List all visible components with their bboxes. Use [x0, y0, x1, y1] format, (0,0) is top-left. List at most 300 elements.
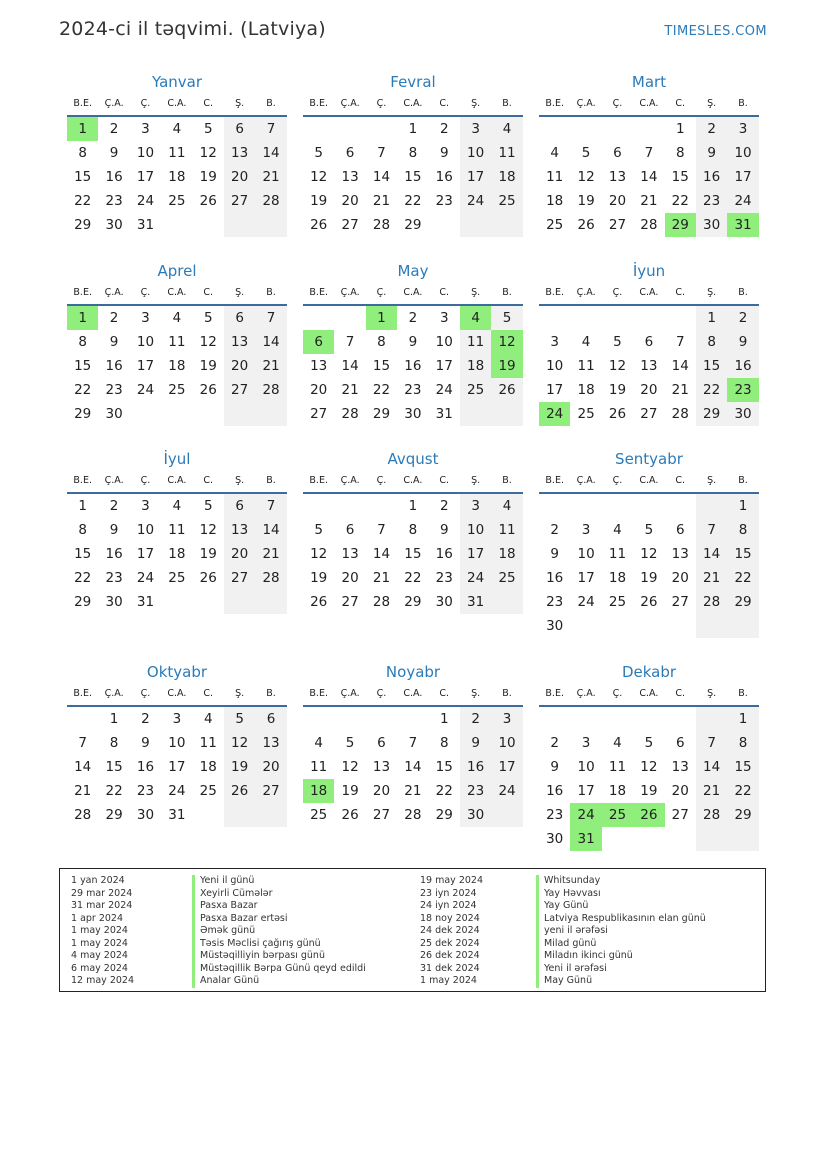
day-cell: 8: [78, 145, 87, 161]
empty-cell: [460, 402, 491, 426]
month-name: Noyabr: [385, 663, 441, 681]
day-cell: 4: [460, 306, 491, 330]
day-cell: 20: [224, 354, 255, 378]
legend-date: 1 may 2024: [420, 975, 477, 986]
day-cell: 14: [255, 330, 286, 354]
legend-date: 1 may 2024: [71, 925, 128, 936]
day-cell: 21: [404, 783, 422, 799]
day-cell: 1: [67, 306, 98, 330]
day-cell: 7: [675, 334, 685, 350]
day-cell: 6: [224, 117, 255, 141]
month-mart: [539, 71, 759, 237]
day-cell: 9: [550, 759, 559, 775]
empty-cell: [429, 213, 460, 237]
month-name: Oktyabr: [146, 663, 208, 681]
day-cell: 3: [460, 117, 491, 141]
day-cell: 9: [696, 141, 727, 165]
day-cell: 17: [460, 542, 491, 566]
day-cell: 29: [727, 803, 758, 827]
day-cell: 27: [224, 378, 255, 402]
day-cell: 13: [224, 330, 255, 354]
day-cell: 16: [460, 755, 491, 779]
day-cell: 20: [341, 193, 359, 209]
empty-cell: [303, 707, 334, 731]
day-cell: 5: [613, 334, 622, 350]
day-cell: 1: [408, 498, 418, 514]
weekday-header: [67, 93, 287, 117]
day-cell: 20: [341, 570, 359, 586]
weekday-label: B.: [738, 287, 748, 298]
day-cell: 21: [696, 779, 727, 803]
empty-cell: [303, 494, 334, 518]
day-cell: 21: [255, 354, 286, 378]
weekday-label: B.: [738, 688, 748, 699]
legend-date: 24 dek 2024: [420, 925, 480, 936]
day-cell: 25: [310, 807, 328, 823]
day-cell: 16: [105, 546, 123, 562]
day-cell: 14: [640, 169, 658, 185]
day-cell: 17: [727, 165, 758, 189]
day-cell: 28: [372, 217, 391, 233]
weekday-label: C.: [675, 475, 686, 486]
weekday-label: Ş.: [235, 475, 245, 486]
day-cell: 4: [172, 498, 182, 514]
day-cell: 25: [577, 406, 595, 422]
day-cell: 27: [341, 217, 359, 233]
day-cell: 20: [640, 382, 658, 398]
weekday-label: Ç.: [140, 287, 151, 298]
day-cell: 6: [377, 735, 386, 751]
day-grid: [67, 117, 287, 237]
day-cell: 19: [310, 570, 328, 586]
empty-cell: [255, 402, 286, 426]
day-cell: 3: [581, 735, 591, 751]
empty-cell: [665, 494, 696, 518]
day-cell: 3: [141, 498, 150, 514]
day-cell: 31: [435, 406, 453, 422]
day-cell: 18: [546, 193, 564, 209]
day-cell: 1: [408, 121, 418, 137]
weekday-label: B.: [502, 287, 512, 298]
day-cell: 12: [640, 546, 658, 562]
weekday-label: C.: [439, 98, 450, 109]
month-name: Mart: [631, 73, 667, 91]
day-cell: 21: [255, 165, 286, 189]
day-cell: 4: [581, 334, 591, 350]
day-cell: 6: [675, 522, 685, 538]
day-cell: 1: [439, 711, 449, 727]
weekday-header: [67, 470, 287, 494]
empty-cell: [665, 614, 696, 638]
day-cell: 18: [168, 169, 186, 185]
brand-link[interactable]: TIMESLES.COM: [664, 24, 767, 39]
day-cell: 10: [136, 145, 155, 161]
weekday-label: C.: [203, 98, 214, 109]
day-cell: 7: [377, 145, 386, 161]
weekday-header: [67, 282, 287, 306]
day-cell: 26: [491, 378, 522, 402]
day-cell: 27: [640, 406, 658, 422]
day-cell: 30: [546, 618, 564, 634]
day-cell: 10: [136, 334, 155, 350]
day-cell: 28: [640, 217, 658, 233]
day-cell: 3: [439, 310, 449, 326]
empty-cell: [570, 117, 601, 141]
weekday-label: Ş.: [707, 475, 717, 486]
day-cell: 28: [404, 807, 422, 823]
weekday-header: [539, 93, 759, 117]
day-cell: 7: [644, 145, 654, 161]
day-cell: 11: [608, 759, 627, 775]
day-cell: 22: [435, 783, 453, 799]
empty-cell: [397, 707, 428, 731]
day-cell: 13: [341, 546, 359, 562]
day-grid: [539, 707, 759, 851]
legend-date: 1 yan 2024: [71, 875, 125, 886]
day-cell: 28: [255, 189, 286, 213]
day-cell: 21: [640, 193, 658, 209]
day-cell: 26: [199, 382, 217, 398]
day-cell: 7: [696, 731, 727, 755]
weekday-label: B.E.: [73, 475, 92, 486]
day-cell: 26: [640, 594, 658, 610]
day-cell: 24: [460, 189, 491, 213]
day-grid: [67, 306, 287, 426]
weekday-label: C.A.: [403, 688, 423, 699]
day-cell: 4: [550, 145, 559, 161]
legend-holiday-name: Yeni il günü: [192, 875, 366, 888]
day-cell: 2: [727, 306, 758, 330]
day-cell: 30: [546, 831, 564, 847]
day-cell: 14: [255, 141, 286, 165]
day-cell: 12: [199, 145, 217, 161]
month-name: Sentyabr: [615, 450, 683, 468]
day-cell: 26: [577, 217, 595, 233]
month-aprel: [67, 260, 287, 426]
month-name: Dekabr: [621, 663, 677, 681]
day-cell: 16: [105, 358, 123, 374]
legend-date: 31 mar 2024: [71, 900, 133, 911]
legend-date: 26 dek 2024: [420, 950, 480, 961]
day-cell: 1: [67, 117, 98, 141]
day-cell: 10: [727, 141, 758, 165]
day-cell: 3: [581, 522, 591, 538]
day-cell: 11: [608, 546, 627, 562]
day-cell: 2: [460, 707, 491, 731]
day-cell: 14: [74, 759, 92, 775]
weekday-label: Ç.A.: [104, 688, 124, 699]
weekday-label: C.: [439, 287, 450, 298]
day-cell: 17: [491, 755, 522, 779]
day-grid: [539, 117, 759, 237]
day-cell: 2: [550, 522, 559, 538]
day-cell: 18: [168, 358, 186, 374]
day-cell: 5: [644, 735, 654, 751]
day-cell: 2: [109, 121, 119, 137]
day-cell: 8: [78, 522, 87, 538]
day-cell: 20: [671, 783, 689, 799]
day-cell: 17: [577, 570, 595, 586]
day-cell: 13: [224, 518, 255, 542]
weekday-label: B.E.: [545, 475, 564, 486]
weekday-label: Ç.: [612, 688, 623, 699]
day-cell: 12: [310, 546, 328, 562]
day-cell: 15: [696, 354, 727, 378]
empty-cell: [224, 213, 255, 237]
day-cell: 25: [460, 378, 491, 402]
day-cell: 21: [74, 783, 92, 799]
day-cell: 21: [255, 542, 286, 566]
day-cell: 20: [372, 783, 391, 799]
weekday-label: Ç.A.: [340, 287, 360, 298]
day-cell: 5: [203, 121, 213, 137]
month-name: İyun: [632, 262, 666, 280]
empty-cell: [255, 213, 286, 237]
weekday-label: B.: [266, 287, 276, 298]
day-cell: 5: [203, 310, 213, 326]
legend-holiday-name: Yeni il ərəfəsi: [536, 963, 706, 976]
empty-cell: [224, 590, 255, 614]
day-cell: 29: [727, 590, 758, 614]
weekday-label: Ş.: [471, 475, 481, 486]
day-cell: 1: [366, 306, 397, 330]
weekday-label: B.: [738, 98, 748, 109]
weekday-header: [539, 282, 759, 306]
day-cell: 15: [727, 542, 758, 566]
legend-date: 19 may 2024: [420, 875, 484, 886]
day-cell: 25: [168, 382, 186, 398]
legend-holiday-name: Milad günü: [536, 938, 706, 951]
empty-cell: [255, 803, 286, 827]
legend-holiday-name: Yay Həvvası: [536, 888, 706, 901]
legend-date: 12 may 2024: [71, 975, 135, 986]
weekday-label: Ç.A.: [576, 475, 596, 486]
legend-date: 25 dek 2024: [420, 937, 480, 949]
empty-cell: [224, 803, 255, 827]
empty-cell: [193, 213, 224, 237]
weekday-label: Ç.: [376, 98, 387, 109]
day-cell: 31: [136, 217, 155, 233]
weekday-label: B.E.: [309, 475, 328, 486]
day-cell: 2: [696, 117, 727, 141]
day-cell: 12: [199, 334, 217, 350]
day-cell: 8: [439, 735, 449, 751]
day-cell: 1: [727, 494, 758, 518]
empty-cell: [491, 803, 522, 827]
day-cell: 9: [460, 731, 491, 755]
day-cell: 5: [314, 145, 323, 161]
day-cell: 9: [727, 330, 758, 354]
empty-cell: [334, 494, 365, 518]
weekday-label: B.E.: [309, 98, 328, 109]
day-cell: 24: [168, 783, 186, 799]
day-cell: 24: [136, 570, 155, 586]
day-cell: 12: [199, 522, 217, 538]
day-cell: 23: [105, 382, 123, 398]
empty-cell: [665, 827, 696, 851]
legend-date: 23 iyn 2024: [420, 887, 477, 899]
day-cell: 11: [168, 145, 186, 161]
day-cell: 29: [435, 807, 453, 823]
day-cell: 29: [404, 217, 422, 233]
day-cell: 29: [665, 213, 696, 237]
day-cell: 9: [141, 735, 150, 751]
day-cell: 19: [577, 193, 595, 209]
weekday-header: [539, 470, 759, 494]
day-cell: 6: [303, 330, 334, 354]
day-cell: 30: [435, 594, 453, 610]
day-cell: 7: [696, 518, 727, 542]
day-cell: 14: [255, 518, 286, 542]
day-cell: 21: [372, 193, 391, 209]
weekday-header: [303, 683, 523, 707]
empty-cell: [193, 803, 224, 827]
day-cell: 2: [109, 310, 119, 326]
day-cell: 14: [404, 759, 422, 775]
day-cell: 10: [491, 731, 522, 755]
day-cell: 11: [168, 334, 186, 350]
day-cell: 7: [377, 522, 386, 538]
day-cell: 3: [141, 310, 150, 326]
empty-cell: [696, 494, 727, 518]
day-cell: 24: [539, 402, 570, 426]
day-cell: 29: [74, 217, 92, 233]
empty-cell: [491, 213, 522, 237]
day-cell: 19: [199, 169, 217, 185]
day-cell: 4: [172, 121, 182, 137]
day-cell: 28: [255, 566, 286, 590]
day-cell: 23: [435, 570, 453, 586]
weekday-label: Ç.: [140, 475, 151, 486]
day-cell: 23: [105, 570, 123, 586]
empty-cell: [570, 707, 601, 731]
weekday-label: B.: [266, 475, 276, 486]
weekday-label: B.E.: [545, 688, 564, 699]
day-cell: 22: [671, 193, 689, 209]
empty-cell: [633, 707, 664, 731]
weekday-label: C.: [675, 688, 686, 699]
day-cell: 13: [372, 759, 391, 775]
empty-cell: [665, 306, 696, 330]
day-cell: 2: [109, 498, 119, 514]
day-cell: 17: [168, 759, 186, 775]
day-cell: 5: [581, 145, 591, 161]
weekday-label: C.A.: [167, 287, 187, 298]
day-cell: 15: [74, 358, 92, 374]
weekday-label: Ş.: [471, 98, 481, 109]
day-cell: 2: [550, 735, 559, 751]
day-cell: 28: [255, 378, 286, 402]
day-cell: 25: [546, 217, 564, 233]
day-cell: 26: [608, 406, 627, 422]
day-cell: 28: [696, 590, 727, 614]
day-cell: 3: [460, 494, 491, 518]
day-cell: 23: [136, 783, 155, 799]
empty-cell: [696, 614, 727, 638]
day-cell: 19: [640, 570, 658, 586]
day-cell: 12: [640, 759, 658, 775]
weekday-label: B.: [502, 475, 512, 486]
empty-cell: [665, 707, 696, 731]
day-cell: 2: [141, 711, 150, 727]
day-cell: 3: [727, 117, 758, 141]
weekday-label: Ş.: [471, 688, 481, 699]
day-cell: 23: [435, 193, 453, 209]
day-cell: 30: [136, 807, 155, 823]
day-cell: 6: [675, 735, 685, 751]
day-cell: 6: [345, 145, 355, 161]
day-cell: 1: [727, 707, 758, 731]
day-cell: 18: [168, 546, 186, 562]
day-cell: 20: [255, 755, 286, 779]
day-cell: 9: [439, 145, 449, 161]
weekday-label: Ç.A.: [340, 475, 360, 486]
day-cell: 7: [345, 334, 355, 350]
holiday-legend: [59, 868, 766, 992]
day-cell: 26: [199, 570, 217, 586]
day-cell: 25: [199, 783, 217, 799]
day-cell: 12: [310, 169, 328, 185]
day-cell: 29: [372, 406, 391, 422]
day-cell: 18: [491, 165, 522, 189]
weekday-label: B.: [502, 688, 512, 699]
day-cell: 16: [136, 759, 155, 775]
weekday-label: B.E.: [73, 98, 92, 109]
day-cell: 24: [727, 189, 758, 213]
empty-cell: [193, 590, 224, 614]
day-cell: 15: [435, 759, 453, 775]
legend-date: 4 may 2024: [71, 950, 128, 961]
weekday-label: Ç.A.: [104, 98, 124, 109]
weekday-label: C.: [675, 98, 686, 109]
day-cell: 18: [608, 783, 627, 799]
day-cell: 16: [696, 165, 727, 189]
day-cell: 22: [696, 378, 727, 402]
legend-date: 18 noy 2024: [420, 912, 480, 924]
day-cell: 27: [671, 594, 689, 610]
day-cell: 11: [491, 518, 522, 542]
day-cell: 27: [224, 189, 255, 213]
month-name: Yanvar: [151, 73, 203, 91]
empty-cell: [303, 306, 334, 330]
legend-holiday-name: May Günü: [536, 975, 706, 988]
weekday-label: Ş.: [235, 688, 245, 699]
day-cell: 21: [671, 382, 689, 398]
day-cell: 20: [608, 193, 627, 209]
day-cell: 30: [460, 803, 491, 827]
empty-cell: [602, 306, 633, 330]
day-cell: 9: [109, 145, 119, 161]
day-cell: 6: [613, 145, 622, 161]
legend-holiday-name: Analar Günü: [192, 975, 366, 988]
legend-date: 6 may 2024: [71, 962, 128, 974]
day-cell: 30: [696, 213, 727, 237]
day-cell: 27: [341, 594, 359, 610]
day-cell: 24: [570, 803, 601, 827]
day-cell: 4: [172, 310, 182, 326]
day-cell: 26: [310, 217, 328, 233]
month-sentyabr: [539, 448, 759, 638]
day-cell: 18: [303, 779, 334, 803]
day-cell: 9: [109, 334, 119, 350]
empty-cell: [602, 614, 633, 638]
day-cell: 23: [546, 807, 564, 823]
weekday-label: C.: [203, 475, 214, 486]
empty-cell: [727, 614, 758, 638]
day-cell: 9: [109, 522, 119, 538]
day-cell: 22: [404, 193, 422, 209]
legend-holiday-name: yeni il ərəfəsi: [536, 925, 706, 938]
